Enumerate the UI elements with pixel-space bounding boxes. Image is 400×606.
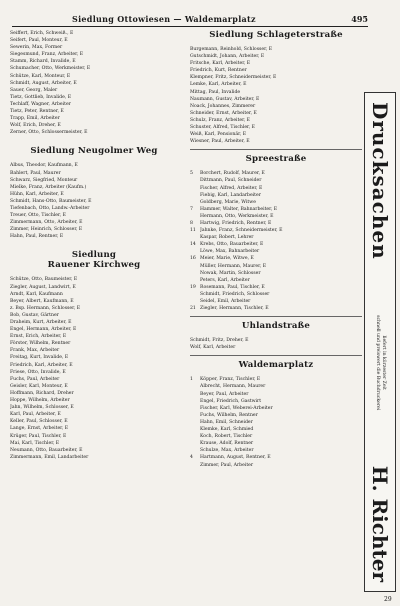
resident-entry — [190, 376, 362, 383]
ad-company-name: H. Richter — [368, 465, 392, 582]
resident-entry: Sauer, Georg, Maler — [10, 87, 58, 93]
resident-entry: Stamm, Richard, Invalide, E — [10, 59, 76, 65]
resident-entry: Mai, Karl, Tischler, E — [10, 440, 60, 446]
resident-name: Hermann, Otto, Werkmeister, E — [200, 213, 274, 219]
resident-entry: Neumann, Otto, Bauarbeiter, E — [10, 447, 83, 453]
resident-name: Klemke, Karl, Schmied — [200, 427, 254, 433]
house-number — [190, 462, 200, 469]
resident-list — [10, 276, 178, 460]
house-number: 1 — [190, 377, 193, 383]
resident-entry: Friedrich, Karl, Arbeiter, E — [10, 362, 73, 368]
ad-tagline-2: schnell und preiswert die Buchdruckerei — [375, 315, 380, 411]
resident-entry: Bahlert, Paul, Maurer — [10, 170, 61, 176]
resident-entry: Treuer, Otto, Tischler, E — [10, 213, 66, 219]
street-heading-waldemarplatz: Waldemarplatz — [238, 360, 314, 371]
resident-entry: Lange, Ernst, Arbeiter, E — [10, 426, 69, 432]
resident-entry: Naumann, Gustav, Arbeiter, E — [190, 96, 260, 102]
resident-entry — [190, 241, 362, 248]
ad-tagline-1: liefert in kürzester Zeit — [381, 335, 386, 390]
resident-name: Jahnke, Franz, Schneidermeister, E — [200, 228, 283, 234]
resident-entry: Schulz, Franz, Arbeiter, E — [190, 117, 251, 123]
resident-entry — [190, 248, 362, 255]
house-number — [190, 177, 200, 184]
resident-entry — [190, 440, 362, 447]
resident-entry — [190, 192, 362, 199]
resident-entry: Hühn, Karl, Arbeiter, E — [10, 191, 64, 197]
resident-name: Fischer, Karl, Weberei-Arbeiter — [200, 405, 273, 411]
resident-entry — [190, 284, 362, 291]
house-number — [190, 263, 200, 270]
resident-entry: Zimmer, Heinrich, Schlosser, E — [10, 227, 83, 233]
resident-entry: Schuster, Alfred, Tischler, E — [190, 125, 256, 131]
street-heading-uhlandstrasse: Uhlandstraße — [241, 321, 311, 332]
resident-entry — [190, 291, 362, 298]
resident-entry — [190, 398, 362, 405]
resident-entry: Geisler, Karl, Monteur, E — [10, 383, 68, 389]
house-number — [190, 270, 200, 277]
resident-entry — [190, 462, 362, 469]
street-heading-siedlung: Siedlung — [71, 250, 117, 261]
resident-entry: Schwarz, Siegfried, Monteur — [10, 177, 78, 183]
resident-name: Engel, Friedrich, Gastwirt — [200, 398, 262, 404]
house-number — [190, 426, 200, 433]
resident-name: Krause, Adolf, Rentner — [200, 441, 254, 447]
resident-list — [10, 162, 178, 240]
page-number: 495 — [351, 14, 368, 24]
resident-entry: Trapp, Emil, Arbeiter — [10, 116, 60, 122]
resident-entry: Klempner, Fritz, Schneidermeister, E — [190, 75, 277, 81]
resident-name: Albrecht, Hermann, Maurer — [200, 384, 266, 390]
advertisement-box — [364, 92, 396, 592]
resident-entry: Tietz, Peter, Rentner, E — [10, 109, 64, 115]
resident-entry: Ziegler, August, Landwirt, E — [10, 284, 76, 290]
house-number — [190, 234, 200, 241]
street-heading-spreestrasse: Spreestraße — [245, 154, 307, 165]
resident-name: Fuchs, Wilhelm, Rentner — [200, 412, 258, 418]
resident-entry — [190, 206, 362, 213]
resident-entry: Fritsche, Karl, Arbeiter, E — [190, 61, 251, 67]
resident-name: Hartwig, Friedrich, Rentner, E — [200, 220, 272, 226]
resident-entry: Weiß, Karl, Pensionär, E — [190, 132, 247, 138]
house-number — [190, 419, 200, 426]
house-number: 4 — [190, 455, 193, 461]
house-number: 8 — [190, 220, 193, 226]
resident-entry: Tietz, Gottlieb, Invalide, E — [10, 94, 72, 100]
resident-entry: Tiefenbach, Otto, Landw.-Arbeiter — [10, 205, 90, 211]
resident-entry — [190, 263, 362, 270]
resident-entry: Förster, Wilhelm, Rentner — [10, 341, 71, 347]
resident-entry — [190, 426, 362, 433]
house-number — [190, 192, 200, 199]
resident-entry: Schmidt, Fritz, Dreher, E — [190, 338, 249, 344]
resident-name: Hartmann, August, Rentner, E — [200, 455, 271, 461]
street-heading-schlageterstrasse: Siedlung Schlageterstraße — [209, 30, 343, 40]
street-heading-neugolmer-weg: Siedlung Neugolmer Weg — [30, 146, 158, 157]
resident-entry: Lemke, Karl, Arbeiter, E — [190, 82, 247, 88]
running-head: Siedlung Ottowiesen — Waldemarplatz — [72, 14, 256, 24]
resident-list — [190, 337, 362, 351]
divider — [190, 149, 362, 150]
resident-entry — [190, 277, 362, 284]
resident-entry: Seiffert, Erich, Schweiß., E — [10, 31, 74, 36]
resident-entry: Friese, Otto, Invalide, E — [10, 369, 66, 375]
corner-number: 29 — [384, 596, 392, 603]
resident-entry: Mielke, Franz, Arbeiter (Kaufm.) — [10, 184, 87, 190]
resident-entry: Freitag, Kurt, Invalide, E — [10, 355, 69, 361]
resident-entry: Schmidt, Hans-Otto, Baumeister, E — [10, 198, 92, 204]
resident-entry: Zimmermann, Emil, Landarbeiter — [10, 454, 89, 460]
resident-entry: Fuchs, Paul, Arbeiter — [10, 376, 60, 382]
resident-entry: z. Bsp. Hermann, Schlosser, E — [10, 305, 81, 311]
resident-entry: Karl, Paul, Arbeiter, E — [10, 412, 61, 418]
resident-entry: Beyer, Albert, Kaufmann, E — [10, 298, 74, 304]
house-number — [190, 412, 200, 419]
house-number — [190, 447, 200, 454]
house-number: 21 — [190, 306, 196, 312]
resident-name: Ziegler, Hermann, Tischler, E — [200, 306, 269, 312]
resident-entry — [190, 405, 362, 412]
resident-entry: Keller, Paul, Schlosser, E — [10, 419, 68, 425]
resident-name: Peters, Karl, Arbeiter — [200, 277, 250, 283]
house-number: 14 — [190, 242, 196, 248]
house-number: 19 — [190, 284, 196, 290]
house-number — [190, 440, 200, 447]
resident-entry: Burgemann, Reinhold, Schlosser, E — [190, 47, 273, 52]
house-number — [190, 248, 200, 255]
resident-name: Köpper, Franz, Tischler, E — [200, 377, 261, 383]
resident-list — [190, 170, 362, 312]
resident-name: Koch, Robert, Tischler — [200, 434, 253, 440]
resident-entry — [190, 213, 362, 220]
house-number — [190, 398, 200, 405]
resident-entry — [190, 298, 362, 305]
resident-entry — [190, 419, 362, 426]
resident-entry: Hoppe, Wilhelm, Arbeiter — [10, 398, 70, 404]
resident-entry — [190, 305, 362, 312]
resident-entry: Schütze, Karl, Monteur, E — [10, 73, 71, 79]
resident-entry — [190, 433, 362, 440]
resident-entry: Wolf, Erich, Dreher, E — [10, 123, 61, 129]
resident-entry — [190, 170, 362, 177]
resident-name: Seidel, Emil, Arbeiter — [200, 299, 251, 304]
resident-entry: Draheim, Kurt, Arbeiter, E — [10, 320, 72, 325]
divider — [190, 316, 362, 317]
resident-entry: Mittag, Paul, Invalide — [190, 89, 241, 95]
resident-entry: Bob, Gustav, Gärtner — [10, 312, 59, 318]
resident-entry: Hahn, Paul, Rentner, E — [10, 234, 64, 240]
resident-entry: Ernst, Erich, Arbeiter, E — [10, 334, 67, 340]
ad-title: Drucksachen — [368, 102, 392, 260]
right-column — [190, 30, 362, 469]
resident-entry — [190, 234, 362, 241]
house-number — [190, 277, 200, 284]
resident-name: Borchert, Rudolf, Maurer, E — [200, 171, 265, 177]
resident-entry — [190, 391, 362, 398]
resident-name: Müller, Hermann, Maurer, E — [200, 263, 267, 269]
resident-entry — [190, 412, 362, 419]
house-number: 5 — [190, 171, 193, 177]
resident-entry: Hoffmann, Richard, Dreher — [10, 390, 74, 396]
street-heading-rauener-kirchweg: Rauener Kirchweg — [47, 260, 141, 271]
resident-entry: Schumacher, Otto, Werkmeister, E — [10, 66, 91, 72]
resident-entry: Friedrich, Kurt, Rentner — [190, 68, 247, 74]
resident-entry: Wiesner, Paul, Arbeiter, E — [190, 139, 250, 145]
resident-entry: Krüger, Paul, Tischler, E — [10, 433, 67, 439]
page-header — [12, 12, 368, 27]
resident-name: Dittmann, Paul, Schneider — [200, 178, 262, 184]
resident-entry: Schmidt, August, Arbeiter, E — [10, 80, 77, 86]
divider — [190, 355, 362, 356]
resident-entry — [190, 454, 362, 461]
resident-entry: Wolf, Karl, Arbeiter — [190, 345, 236, 351]
resident-entry — [190, 199, 362, 206]
resident-list — [10, 30, 178, 136]
resident-entry — [190, 220, 362, 227]
resident-name: Meier, Marie, Witwe, E — [200, 256, 254, 262]
resident-name: Kaspar, Robert, Lehrer — [200, 235, 254, 241]
resident-entry: Zerner, Otto, Schlossermeister, E — [10, 130, 88, 136]
resident-name: Rosemann, Paul, Tischler, E — [200, 284, 265, 290]
house-number — [190, 433, 200, 440]
resident-list — [190, 46, 362, 145]
house-number — [190, 405, 200, 412]
resident-entry: Schütze, Otto, Baumeister, E — [10, 277, 78, 283]
resident-entry — [190, 255, 362, 262]
resident-entry: Frank, Max, Arbeiter — [10, 348, 60, 354]
resident-name: Nowak, Martin, Schlosser — [200, 270, 261, 276]
resident-name: Löwe, Max, Bahnarbeiter — [200, 249, 260, 255]
resident-name: Beyer, Paul, Arbeiter — [200, 391, 249, 397]
house-number — [190, 391, 200, 398]
resident-entry — [190, 177, 362, 184]
resident-name: Fiebig, Karl, Landarbeiter — [200, 192, 261, 198]
house-number — [190, 298, 200, 305]
resident-entry: Jahn, Wilhelm, Schlosser, E — [10, 405, 74, 411]
resident-entry: Engel, Hermann, Arbeiter, E — [10, 327, 77, 333]
resident-entry: Albus, Theodor, Kaufmann, E — [10, 163, 78, 169]
resident-name: Krebs, Otto, Bauarbeiter, E — [200, 242, 264, 248]
resident-name: Schmidt, Friedrich, Schlosser — [200, 291, 270, 297]
house-number: 11 — [190, 228, 196, 234]
resident-entry — [190, 227, 362, 234]
house-number — [190, 291, 200, 298]
resident-entry: Arndt, Karl, Kaufmann — [10, 291, 63, 297]
resident-name: Goldberg, Marie, Witwe — [200, 199, 256, 205]
resident-entry: Gutschmidt, Johann, Arbeiter, E — [190, 54, 265, 60]
house-number — [190, 213, 200, 220]
resident-entry: Siegesmund, Franz, Arbeiter, E — [10, 52, 84, 58]
resident-entry — [190, 185, 362, 192]
resident-name: Schulze, Max, Arbeiter — [200, 448, 254, 454]
resident-entry: Schneider, Ernst, Arbeiter, E — [190, 110, 257, 116]
resident-entry: Noack, Johannes, Zimmerer — [190, 103, 256, 109]
house-number: 7 — [190, 206, 193, 212]
house-number — [190, 199, 200, 206]
resident-entry — [190, 383, 362, 390]
resident-entry: Sewerin, Max, Former — [10, 45, 63, 51]
resident-entry: Seifert, Paul, Monteur, E — [10, 38, 68, 44]
house-number: 16 — [190, 256, 196, 262]
house-number — [190, 383, 200, 390]
resident-name: Hahn, Emil, Schneider — [200, 419, 253, 425]
resident-entry — [190, 270, 362, 277]
resident-name: Fischer, Alfred, Arbeiter, E — [200, 185, 263, 191]
resident-name: Zimmer, Paul, Arbeiter — [200, 462, 254, 468]
left-column — [10, 30, 178, 461]
resident-entry — [190, 447, 362, 454]
resident-name: Hammer, Walter, Bahnarbeiter, E — [200, 206, 278, 212]
resident-entry: Techlaff, Wagner, Arbeiter — [10, 101, 71, 107]
resident-list — [190, 376, 362, 468]
house-number — [190, 185, 200, 192]
resident-entry: Zimmermann, Otto, Arbeiter, E — [10, 220, 83, 226]
